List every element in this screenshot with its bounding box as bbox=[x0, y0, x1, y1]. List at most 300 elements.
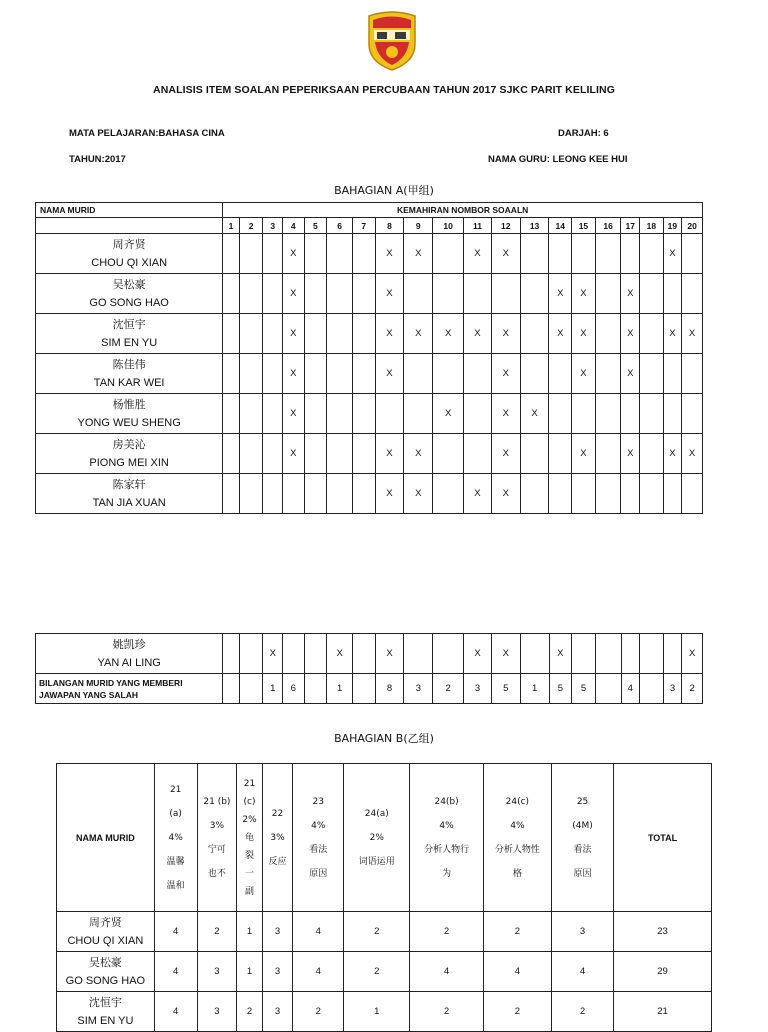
mark-cell: X bbox=[491, 474, 520, 514]
mark-cell bbox=[640, 274, 664, 314]
mark-cell bbox=[327, 434, 353, 474]
score-cell: 3 bbox=[551, 912, 613, 952]
question-header bbox=[483, 764, 551, 912]
question-number: 14 bbox=[549, 218, 572, 234]
student-chinese-name: 沈恒宇 bbox=[112, 317, 146, 331]
mark-cell bbox=[682, 234, 703, 274]
mark-cell bbox=[223, 354, 239, 394]
student-chinese-name: 陈家轩 bbox=[112, 477, 146, 491]
mark-cell bbox=[595, 434, 621, 474]
mark-cell bbox=[640, 354, 664, 394]
student-name: YONG WEU SHENG bbox=[77, 416, 181, 429]
header-line: 看法 bbox=[309, 844, 328, 855]
mark-cell bbox=[304, 314, 327, 354]
question-number: 8 bbox=[375, 218, 404, 234]
wrong-answer-count: 1 bbox=[520, 674, 549, 704]
score-cell: 4 bbox=[551, 952, 613, 992]
mark-cell bbox=[595, 354, 621, 394]
mark-cell: X bbox=[404, 434, 433, 474]
mark-cell: X bbox=[282, 434, 304, 474]
score-row bbox=[57, 912, 712, 952]
header-line: 也不 bbox=[207, 868, 226, 879]
mark-cell: X bbox=[282, 274, 304, 314]
student-row bbox=[36, 474, 703, 514]
mark-cell: X bbox=[572, 354, 596, 394]
school-crest-logo bbox=[365, 10, 419, 72]
mark-cell: X bbox=[375, 354, 404, 394]
section-b-title: BAHAGIAN B(乙组) bbox=[334, 732, 434, 745]
mark-cell: X bbox=[433, 314, 464, 354]
question-number: 2 bbox=[239, 218, 263, 234]
score-row bbox=[57, 992, 712, 1032]
mark-cell bbox=[223, 634, 239, 674]
mark-cell bbox=[520, 634, 549, 674]
mark-cell: X bbox=[282, 394, 304, 434]
section-b-header-row bbox=[57, 764, 712, 912]
score-cell: 2 bbox=[344, 912, 410, 952]
header-line: (4M) bbox=[572, 820, 593, 831]
year-label: TAHUN:2017 bbox=[69, 154, 126, 165]
question-header bbox=[154, 764, 197, 912]
wrong-answer-count: 8 bbox=[375, 674, 404, 704]
header-line: 格 bbox=[512, 868, 522, 879]
score-cell: 2 bbox=[551, 992, 613, 1032]
mark-cell: X bbox=[621, 314, 640, 354]
mark-cell: X bbox=[682, 634, 703, 674]
header-line: 裂 bbox=[245, 850, 255, 861]
score-cell: 1 bbox=[344, 992, 410, 1032]
mark-cell bbox=[239, 634, 263, 674]
score-cell: 3 bbox=[262, 912, 293, 952]
mark-cell bbox=[263, 434, 283, 474]
mark-cell bbox=[595, 474, 621, 514]
mark-cell: X bbox=[663, 434, 682, 474]
question-number: 10 bbox=[433, 218, 464, 234]
student-row bbox=[36, 434, 703, 474]
section-b-table bbox=[56, 763, 712, 1032]
student-name: CHOU QI XIAN bbox=[91, 256, 168, 269]
wrong-answer-count: 3 bbox=[464, 674, 492, 704]
mark-cell: X bbox=[375, 234, 404, 274]
mark-cell: X bbox=[404, 314, 433, 354]
question-header bbox=[410, 764, 483, 912]
student-chinese-name: 周齐贤 bbox=[112, 237, 146, 251]
mark-cell bbox=[621, 394, 640, 434]
student-chinese-name: 陈佳伟 bbox=[112, 357, 146, 371]
mark-cell: X bbox=[464, 634, 492, 674]
question-header bbox=[237, 764, 262, 912]
mark-cell bbox=[549, 234, 572, 274]
mark-cell bbox=[263, 394, 283, 434]
mark-cell bbox=[640, 234, 664, 274]
wrong-answer-count bbox=[239, 674, 263, 704]
question-number: 5 bbox=[304, 218, 327, 234]
mark-cell bbox=[663, 354, 682, 394]
mark-cell bbox=[621, 234, 640, 274]
mark-cell: X bbox=[282, 354, 304, 394]
student-name: TAN JIA XUAN bbox=[92, 496, 166, 509]
mark-cell bbox=[520, 274, 549, 314]
student-name: SIM EN YU bbox=[101, 336, 158, 349]
student-name: TAN KAR WEI bbox=[93, 376, 165, 389]
question-number: 12 bbox=[491, 218, 520, 234]
wrong-answer-count: 5 bbox=[572, 674, 596, 704]
score-cell: 4 bbox=[410, 952, 483, 992]
mark-cell bbox=[572, 474, 596, 514]
student-row bbox=[36, 354, 703, 394]
student-name-cell bbox=[36, 434, 223, 474]
score-cell: 2 bbox=[344, 952, 410, 992]
mark-cell bbox=[327, 314, 353, 354]
score-cell: 4 bbox=[483, 952, 551, 992]
header-line: 温和 bbox=[166, 880, 185, 891]
mark-cell bbox=[520, 234, 549, 274]
header-line: 3% bbox=[270, 832, 285, 843]
mark-cell bbox=[375, 394, 404, 434]
score-row bbox=[57, 952, 712, 992]
header-line: 21 (b) bbox=[203, 796, 231, 807]
student-name: SIM EN YU bbox=[77, 1014, 134, 1027]
wrong-answer-count: 5 bbox=[549, 674, 572, 704]
mark-cell bbox=[223, 474, 239, 514]
mark-cell bbox=[352, 634, 375, 674]
question-number: 18 bbox=[640, 218, 664, 234]
section-a-summary-table bbox=[35, 633, 703, 704]
wrong-answer-count: 3 bbox=[663, 674, 682, 704]
mark-cell bbox=[304, 234, 327, 274]
mark-cell bbox=[223, 314, 239, 354]
mark-cell bbox=[464, 274, 492, 314]
mark-cell bbox=[595, 274, 621, 314]
header-line: 4% bbox=[510, 820, 525, 831]
student-chinese-name: 姚凯珍 bbox=[112, 637, 146, 651]
mark-cell bbox=[621, 474, 640, 514]
header-line: 24(c) bbox=[505, 796, 530, 807]
question-number: 1 bbox=[223, 218, 239, 234]
mark-cell bbox=[223, 394, 239, 434]
mark-cell bbox=[239, 394, 263, 434]
mark-cell bbox=[572, 394, 596, 434]
question-number: 13 bbox=[520, 218, 549, 234]
mark-cell bbox=[682, 474, 703, 514]
mark-cell bbox=[304, 634, 327, 674]
mark-cell: X bbox=[572, 434, 596, 474]
mark-cell bbox=[352, 394, 375, 434]
mark-cell bbox=[282, 474, 304, 514]
student-name: CHOU QI XIAN bbox=[67, 934, 144, 947]
mark-cell: X bbox=[433, 394, 464, 434]
score-cell: 2 bbox=[237, 992, 262, 1032]
question-number: 20 bbox=[682, 218, 703, 234]
subject-label: MATA PELAJARAN:BAHASA CINA bbox=[69, 128, 225, 139]
wrong-answer-count-label: BILANGAN MURID YANG MEMBERI JAWAPAN YANG SALAH bbox=[36, 674, 223, 704]
mark-cell: X bbox=[682, 314, 703, 354]
student-chinese-name: 吴松豪 bbox=[88, 955, 122, 969]
student-chinese-name: 房美沁 bbox=[112, 437, 146, 451]
mark-cell bbox=[404, 274, 433, 314]
student-name-cell bbox=[36, 314, 223, 354]
mark-cell bbox=[433, 474, 464, 514]
mark-cell bbox=[239, 434, 263, 474]
header-line: 温馨 bbox=[166, 856, 185, 867]
mark-cell: X bbox=[464, 474, 492, 514]
col-name-header: NAMA MURID bbox=[36, 203, 223, 218]
header-line: 4% bbox=[439, 820, 454, 831]
score-cell: 4 bbox=[293, 912, 344, 952]
header-line: 龟 bbox=[245, 832, 255, 843]
header-line: 为 bbox=[442, 868, 452, 879]
header-line: 21 bbox=[243, 778, 256, 789]
score-cell: 1 bbox=[237, 912, 262, 952]
mark-cell: X bbox=[404, 474, 433, 514]
wrong-answer-count: 2 bbox=[682, 674, 703, 704]
student-name: GO SONG HAO bbox=[89, 296, 169, 309]
mark-cell bbox=[263, 234, 283, 274]
header-line: 分析人物行 bbox=[424, 844, 470, 855]
score-cell: 2 bbox=[410, 992, 483, 1032]
mark-cell bbox=[352, 354, 375, 394]
mark-cell bbox=[682, 274, 703, 314]
wrong-answer-count: 3 bbox=[404, 674, 433, 704]
header-line: 原因 bbox=[309, 868, 328, 879]
wrong-answer-count: 1 bbox=[327, 674, 353, 704]
mark-cell bbox=[433, 274, 464, 314]
student-chinese-name: 沈恒宇 bbox=[88, 995, 122, 1009]
mark-cell: X bbox=[621, 434, 640, 474]
mark-cell bbox=[640, 634, 664, 674]
mark-cell bbox=[640, 474, 664, 514]
section-a-table bbox=[35, 202, 703, 514]
mark-cell bbox=[239, 274, 263, 314]
mark-cell bbox=[433, 434, 464, 474]
student-name: YAN AI LING bbox=[97, 656, 161, 669]
question-number: 17 bbox=[621, 218, 640, 234]
question-header bbox=[197, 764, 237, 912]
score-cell: 3 bbox=[262, 992, 293, 1032]
mark-cell: X bbox=[663, 234, 682, 274]
score-cell: 3 bbox=[197, 992, 237, 1032]
mark-cell bbox=[304, 474, 327, 514]
wrong-answer-count: 2 bbox=[433, 674, 464, 704]
mark-cell bbox=[327, 354, 353, 394]
total-cell: 23 bbox=[614, 912, 712, 952]
wrong-answer-count bbox=[304, 674, 327, 704]
mark-cell bbox=[433, 234, 464, 274]
mark-cell bbox=[263, 274, 283, 314]
mark-cell bbox=[595, 394, 621, 434]
student-name-cell bbox=[57, 992, 155, 1032]
mark-cell bbox=[283, 634, 305, 674]
mark-cell bbox=[263, 474, 283, 514]
mark-cell bbox=[239, 234, 263, 274]
mark-cell bbox=[352, 474, 375, 514]
mark-cell bbox=[263, 314, 283, 354]
student-name-cell bbox=[36, 474, 223, 514]
mark-cell: X bbox=[621, 354, 640, 394]
section-a-title: BAHAGIAN A(甲组) bbox=[334, 184, 434, 197]
header-line: 23 bbox=[312, 796, 324, 807]
mark-cell bbox=[621, 634, 640, 674]
mark-cell bbox=[327, 474, 353, 514]
header-line: 4% bbox=[311, 820, 326, 831]
mark-cell: X bbox=[520, 394, 549, 434]
score-cell: 2 bbox=[197, 912, 237, 952]
question-number-row bbox=[36, 218, 703, 234]
question-header bbox=[293, 764, 344, 912]
header-line: 24(b) bbox=[434, 796, 459, 807]
mark-cell: X bbox=[327, 634, 353, 674]
mark-cell bbox=[464, 394, 492, 434]
question-number: 11 bbox=[464, 218, 492, 234]
header-line: 2% bbox=[369, 832, 384, 843]
mark-cell bbox=[263, 354, 283, 394]
mark-cell bbox=[433, 354, 464, 394]
score-cell: 3 bbox=[262, 952, 293, 992]
mark-cell bbox=[640, 434, 664, 474]
mark-cell bbox=[595, 234, 621, 274]
header-line: 21 bbox=[169, 784, 182, 795]
mark-cell bbox=[595, 634, 621, 674]
mark-cell bbox=[464, 354, 492, 394]
student-row bbox=[36, 634, 703, 674]
mark-cell bbox=[520, 354, 549, 394]
mark-cell: X bbox=[491, 234, 520, 274]
student-chinese-name: 吴松豪 bbox=[112, 277, 146, 291]
mark-cell bbox=[549, 434, 572, 474]
question-number: 9 bbox=[404, 218, 433, 234]
mark-cell: X bbox=[282, 314, 304, 354]
question-number: 6 bbox=[327, 218, 353, 234]
col-name-header: NAMA MURID bbox=[57, 764, 155, 912]
mark-cell: X bbox=[682, 434, 703, 474]
header-line: 22 bbox=[271, 808, 284, 819]
question-number: 16 bbox=[595, 218, 621, 234]
mark-cell bbox=[491, 274, 520, 314]
student-row bbox=[36, 394, 703, 434]
total-header: TOTAL bbox=[614, 764, 712, 912]
mark-cell: X bbox=[549, 274, 572, 314]
score-cell: 2 bbox=[483, 992, 551, 1032]
mark-cell bbox=[304, 434, 327, 474]
mark-cell bbox=[640, 394, 664, 434]
mark-cell bbox=[663, 394, 682, 434]
wrong-answer-count: 6 bbox=[283, 674, 305, 704]
header-line: (c) bbox=[243, 796, 256, 807]
mark-cell: X bbox=[491, 354, 520, 394]
mark-cell bbox=[572, 234, 596, 274]
question-number: 15 bbox=[572, 218, 596, 234]
mark-cell: X bbox=[572, 314, 596, 354]
header-line: 反应 bbox=[268, 856, 287, 867]
mark-cell bbox=[464, 434, 492, 474]
mark-cell: X bbox=[375, 434, 404, 474]
mark-cell: X bbox=[282, 234, 304, 274]
mark-cell: X bbox=[491, 394, 520, 434]
mark-cell: X bbox=[375, 474, 404, 514]
header-line: 看法 bbox=[573, 844, 592, 855]
question-number: 4 bbox=[282, 218, 304, 234]
wrong-answer-count-row bbox=[36, 674, 703, 704]
student-row bbox=[36, 234, 703, 274]
score-cell: 1 bbox=[237, 952, 262, 992]
mark-cell: X bbox=[549, 634, 572, 674]
student-chinese-name: 杨惟胜 bbox=[112, 397, 146, 411]
question-header bbox=[551, 764, 613, 912]
mark-cell bbox=[520, 474, 549, 514]
header-line: (a) bbox=[169, 808, 182, 819]
total-cell: 29 bbox=[614, 952, 712, 992]
mark-cell bbox=[223, 434, 239, 474]
header-line: 2% bbox=[242, 814, 257, 825]
mark-cell bbox=[304, 354, 327, 394]
mark-cell bbox=[239, 314, 263, 354]
mark-cell bbox=[352, 274, 375, 314]
mark-cell bbox=[304, 274, 327, 314]
mark-cell bbox=[549, 394, 572, 434]
header-line: 24(a) bbox=[364, 808, 389, 819]
student-row bbox=[36, 314, 703, 354]
mark-cell bbox=[352, 314, 375, 354]
mark-cell bbox=[520, 434, 549, 474]
mark-cell bbox=[572, 634, 596, 674]
wrong-answer-count: 5 bbox=[491, 674, 520, 704]
mark-cell: X bbox=[663, 314, 682, 354]
mark-cell bbox=[239, 354, 263, 394]
header-line: 一 bbox=[245, 868, 255, 879]
mark-cell: X bbox=[621, 274, 640, 314]
col-skill-header: KEMAHIRAN NOMBOR SOAALN bbox=[223, 203, 703, 218]
mark-cell bbox=[549, 474, 572, 514]
mark-cell bbox=[682, 394, 703, 434]
wrong-answer-count bbox=[352, 674, 375, 704]
student-name-cell bbox=[57, 912, 155, 952]
mark-cell bbox=[549, 354, 572, 394]
mark-cell bbox=[327, 274, 353, 314]
student-chinese-name: 周齐贤 bbox=[88, 915, 122, 929]
mark-cell bbox=[663, 634, 682, 674]
question-number: 3 bbox=[263, 218, 283, 234]
mark-cell bbox=[352, 234, 375, 274]
mark-cell bbox=[239, 474, 263, 514]
question-header bbox=[344, 764, 410, 912]
wrong-answer-count bbox=[223, 674, 239, 704]
mark-cell bbox=[404, 354, 433, 394]
student-name: PIONG MEI XIN bbox=[89, 456, 169, 469]
student-name-cell bbox=[36, 234, 223, 274]
mark-cell bbox=[433, 634, 464, 674]
score-cell: 3 bbox=[197, 952, 237, 992]
wrong-answer-count: 4 bbox=[621, 674, 640, 704]
question-number: 19 bbox=[663, 218, 682, 234]
mark-cell bbox=[520, 314, 549, 354]
score-cell: 4 bbox=[293, 952, 344, 992]
score-cell: 2 bbox=[293, 992, 344, 1032]
score-cell: 2 bbox=[410, 912, 483, 952]
mark-cell bbox=[327, 394, 353, 434]
document-title: ANALISIS ITEM SOALAN PEPERIKSAAN PERCUBAAN TAHUN 2017 SJKC PARIT KELILING bbox=[153, 84, 615, 96]
score-cell: 2 bbox=[483, 912, 551, 952]
mark-cell bbox=[327, 234, 353, 274]
mark-cell bbox=[304, 394, 327, 434]
mark-cell: X bbox=[404, 234, 433, 274]
question-header bbox=[262, 764, 293, 912]
mark-cell: X bbox=[491, 314, 520, 354]
student-name-cell bbox=[36, 394, 223, 434]
mark-cell bbox=[223, 234, 239, 274]
mark-cell bbox=[404, 634, 433, 674]
header-line: 3% bbox=[209, 820, 225, 831]
mark-cell: X bbox=[263, 634, 283, 674]
